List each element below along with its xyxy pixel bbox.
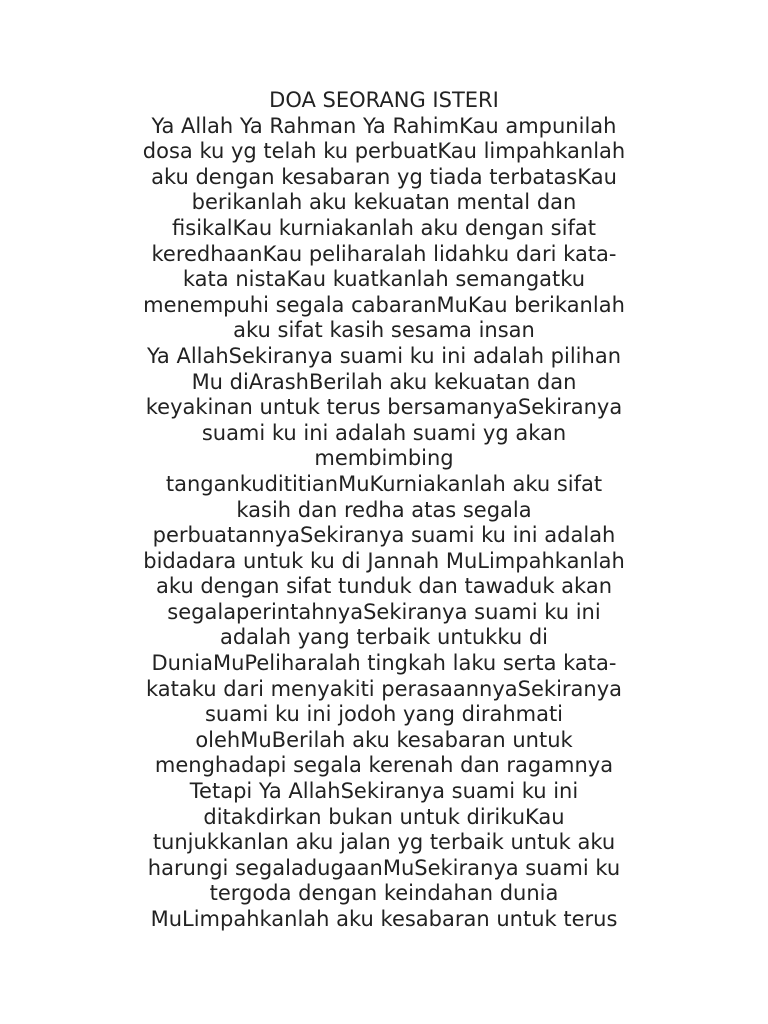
text-line: tunjukkanlan aku jalan yg terbaik untuk aku [152, 830, 616, 855]
text-line: Mu diArashBerilah aku kekuatan dan [191, 369, 577, 394]
text-line: suami ku ini adalah suami yg akan [201, 420, 567, 445]
text-line: menghadapi segala kerenah dan ragamnya [154, 753, 614, 778]
text-line: kata nistaKau kuatkanlah semangatku [182, 267, 586, 292]
text-line: tangankudititianMuKurniakanlah aku sifat [165, 471, 603, 496]
text-line: kataku dari menyakiti perasaannyaSekiranya [145, 676, 623, 701]
text-line: aku sifat kasih sesama insan [233, 318, 535, 343]
text-line: dosa ku yg telah ku perbuatKau limpahkanlah [142, 139, 626, 164]
text-line: aku dengan sifat tunduk dan tawaduk akan [155, 574, 613, 599]
text-line: adalah yang terbaik untukku di [219, 625, 548, 650]
text-line: keyakinan untuk terus bersamanyaSekiranya [145, 395, 623, 420]
text-line: berikanlah aku kekuatan mental dan [191, 190, 577, 215]
text-line: Tetapi Ya AllahSekiranya suami ku ini [189, 779, 579, 804]
text-line: olehMuBerilah aku kesabaran untuk [195, 727, 573, 752]
document-body [100, 88, 668, 933]
text-line: fisikalKau kurniakanlah aku dengan sifat [172, 215, 596, 240]
text-line: aku dengan kesabaran yg tiada terbatasKau [151, 164, 617, 189]
text-line: bidadara untuk ku di Jannah MuLimpahkanlah [143, 548, 625, 573]
text-line: perbuatannyaSekiranya suami ku ini adalah [152, 523, 616, 548]
text-line: menempuhi segala cabaranMuKau berikanlah [143, 292, 625, 317]
text-line: harungi segaladugaanMuSekiranya suami ku [147, 855, 621, 880]
text-line: DuniaMuPeliharalah tingkah laku serta kata- [151, 651, 617, 676]
text-line: keredhaanKau peliharalah lidahku dari kata- [151, 241, 617, 266]
text-line: tergoda dengan keindahan dunia [209, 881, 559, 906]
text-line: membimbing [314, 446, 454, 471]
text-line: ditakdirkan bukan untuk dirikuKau [203, 804, 565, 829]
text-line: MuLimpahkanlah aku kesabaran untuk terus [150, 907, 618, 931]
text-line: kasih dan redha atas segala [236, 497, 532, 522]
text-line: segalaperintahnyaSekiranya suami ku ini [167, 599, 601, 624]
text-line: suami ku ini jodoh yang dirahmati [204, 702, 564, 727]
document-title: DOA SEORANG ISTERI [269, 88, 499, 112]
text-line: Ya AllahSekiranya suami ku ini adalah pilihan [146, 343, 622, 368]
text-line: Ya Allah Ya Rahman Ya RahimKau ampunilah [151, 113, 617, 138]
